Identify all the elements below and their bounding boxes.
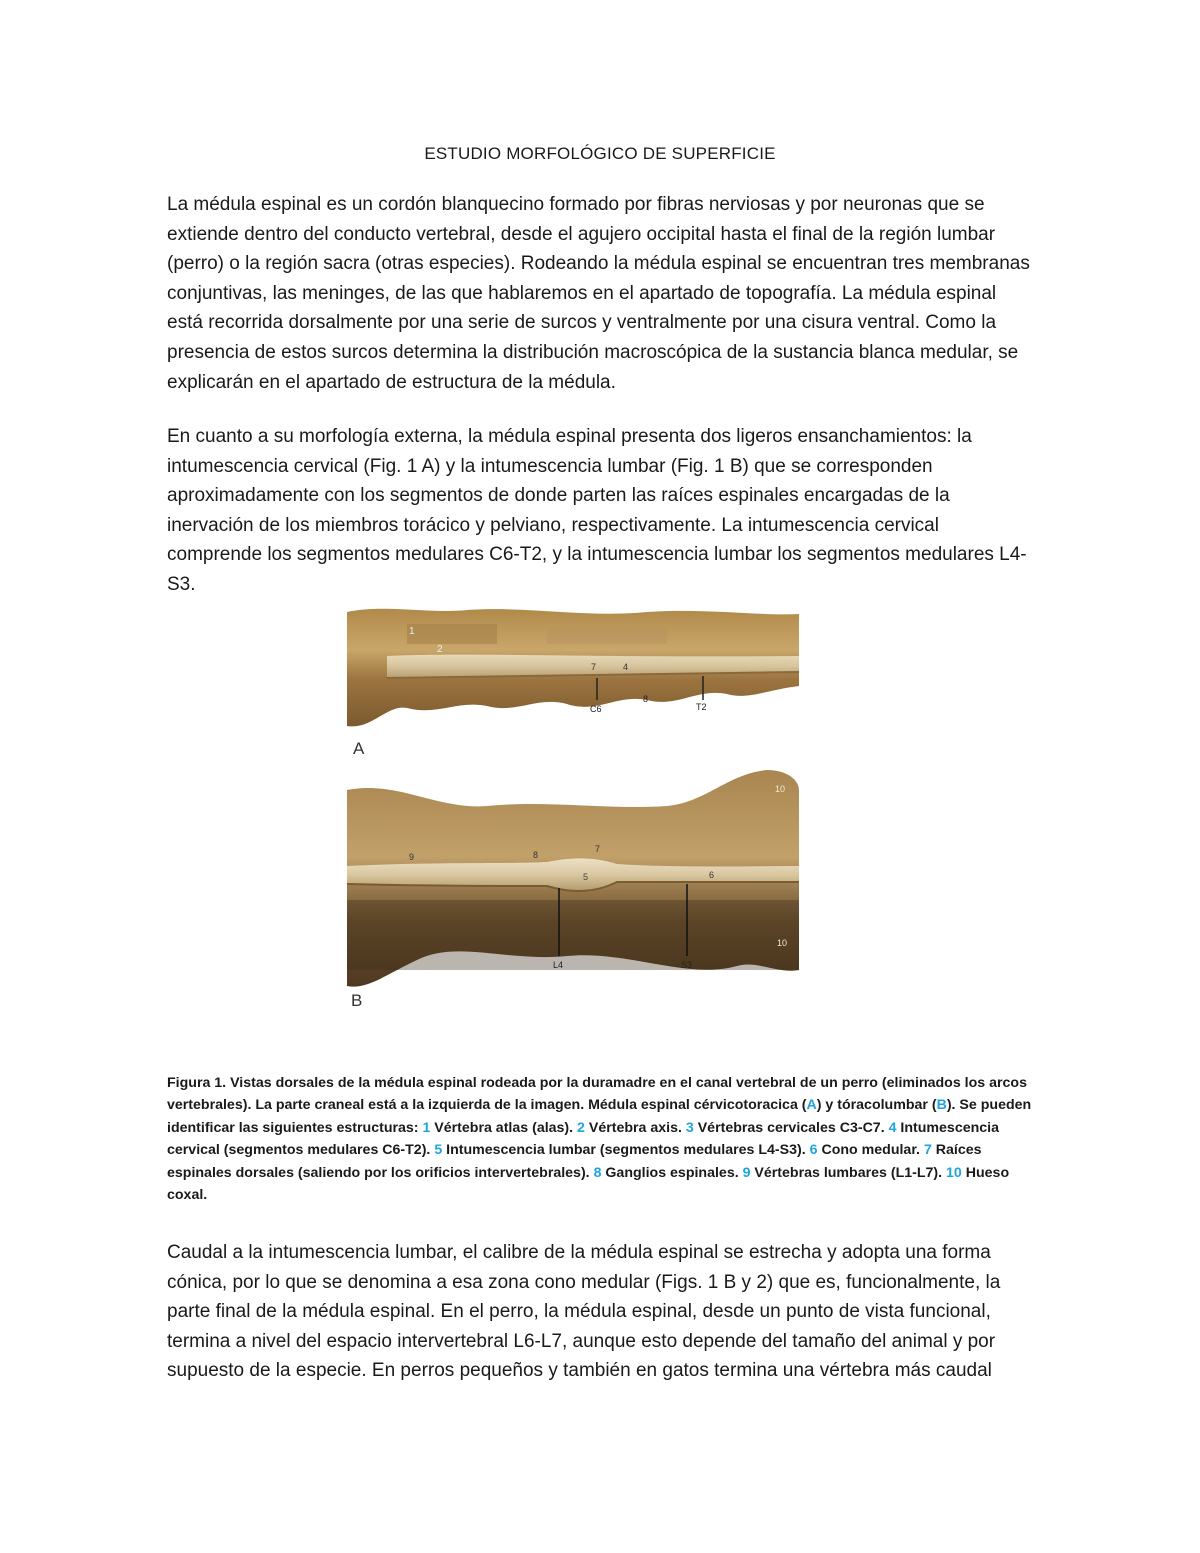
label-10-bottom: 10 [777, 938, 788, 948]
label-9: 9 [409, 852, 415, 862]
paragraph-morphology: En cuanto a su morfología externa, la médula espinal presenta dos ligeros ensanchamientos: la intumescencia cervical (Fig. 1 A) y la intumescencia lumbar (Fig. 1 B) que se corresponden aproximadamente con los segmentos de donde parten las raíces espinales encargadas de la inervación de los miembros torácico y pelviano, respectivamente. La intumescencia cervical comprende los segmentos medulares C6-T2, y la intumescencia lumbar los segmentos medulares L4-S3. [167, 426, 1027, 595]
paragraph-intro: La médula espinal es un cordón blanquecino formado por fibras nerviosas y por neuronas que se extiende dentro del conducto vertebral, desde el agujero occipital hasta el final de la región lumbar (perro) o la región sacra (otras especies). Rodeando la médula espinal se encuentran tres membranas conjuntivas, las meninges, de las que hablaremos en el apartado de topografía. La médula espinal está recorrida dorsalmente por una serie de surcos y ventralmente por una cisura ventral. Como la presencia de estos surcos determina la distribución macroscópica de la sustancia blanca medular, se explicarán en el apartado de estructura de la médula. [167, 194, 1030, 393]
label-6: 6 [709, 870, 715, 880]
label-10-top: 10 [775, 784, 786, 794]
caption-segment: A [806, 1097, 817, 1114]
label-c6: C6 [590, 704, 602, 714]
caption-segment: 9 [742, 1164, 751, 1181]
figure-letter-a: A [353, 739, 365, 758]
caption-segment: Ganglios espinales. [601, 1164, 743, 1181]
figure-photo-a [347, 604, 799, 734]
caption-segment: B [936, 1097, 947, 1114]
figure-letter-b: B [351, 991, 363, 1010]
caption-segment: ). Se pueden identificar las siguientes estructuras: [167, 1097, 1032, 1136]
caption-segment: 6 [809, 1142, 818, 1159]
caption-segment: Hueso coxal. [167, 1164, 1010, 1204]
caption-segment: 4 [888, 1119, 897, 1136]
paragraph-cono-medular: Caudal a la intumescencia lumbar, el calibre de la médula espinal se estrecha y adopta una forma cónica, por lo que se denomina a esa zona cono medular (Figs. 1 B y 2) que es, funcionalmente, la parte final de la médula espinal. En el perro, la médula espinal, desde un punto de vista funcional, termina a nivel del espacio intervertebral L6-L7, aunque esto depende del tamaño del animal y por supuesto de la especie. En perros pequeños y también en gatos termina una vértebra más caudal [167, 1242, 1001, 1382]
caption-segment: Intumescencia cervical (segmentos medulares C6-T2). [167, 1119, 999, 1159]
caption-segment: Vértebra atlas (alas). [430, 1119, 578, 1136]
caption-segment: Vértebra axis. [584, 1119, 686, 1136]
label-2: 2 [437, 644, 443, 655]
caption-segment: 10 [946, 1164, 962, 1181]
caption-segment: Intumescencia lumbar (segmentos medulares L4-S3). [442, 1142, 810, 1159]
label-8: 8 [533, 850, 539, 860]
caption-segment: Raíces espinales dorsales (saliendo por los orificios intervertebrales). [167, 1142, 982, 1181]
label-l4: L4 [553, 960, 564, 970]
label-s3: S3 [681, 960, 693, 970]
label-7: 7 [595, 844, 601, 854]
label-5: 5 [583, 872, 589, 882]
caption-segment: Vértebras cervicales C3-C7. [693, 1119, 889, 1136]
caption-segment: Figura 1. [167, 1075, 227, 1091]
figure-photo-b [347, 770, 799, 990]
caption-segment: 5 [434, 1142, 443, 1159]
label-8: 8 [643, 694, 649, 704]
caption-segment: ) y tóracolumbar ( [816, 1097, 937, 1114]
caption-segment: 1 [422, 1119, 431, 1136]
caption-segment: 8 [593, 1164, 602, 1181]
caption-segment: Vistas dorsales de la médula espinal rodeada por la duramadre en el canal vertebral de un perro (eliminados los arcos vertebrales). La parte craneal está a la izquierda de la imagen. Médula espinal cérvicotoracica ( [167, 1075, 1027, 1114]
label-7: 7 [591, 662, 597, 672]
caption-segment: Cono medular. [817, 1142, 924, 1159]
figure-caption [167, 1072, 1047, 1206]
label-t2: T2 [696, 702, 707, 712]
caption-segment: 2 [577, 1119, 585, 1136]
label-4: 4 [623, 662, 629, 672]
page-title: ESTUDIO MORFOLÓGICO DE SUPERFICIE [424, 144, 776, 163]
caption-segment: Vértebras lumbares (L1-L7). [750, 1164, 947, 1181]
label-1: 1 [409, 626, 415, 637]
caption-segment: 7 [923, 1142, 932, 1159]
caption-segment: 3 [685, 1119, 694, 1136]
